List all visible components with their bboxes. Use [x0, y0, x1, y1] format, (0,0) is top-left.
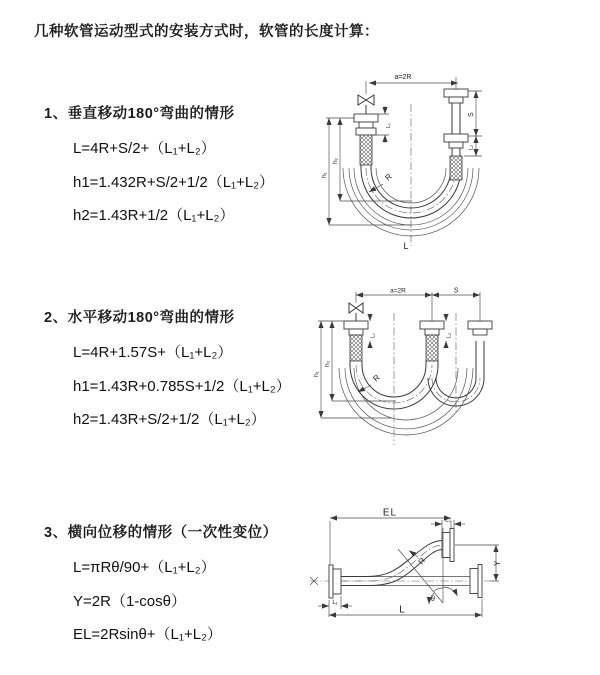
- pipe-1-fitting: [344, 321, 368, 361]
- dim-label-h2: h₂: [332, 157, 339, 164]
- dim-label-l2: L₂: [446, 332, 453, 338]
- dim-label-l1: L₁: [332, 600, 338, 606]
- dim-label-y: Y: [493, 560, 502, 566]
- dim-label-l2: L₂: [445, 517, 451, 524]
- dimension-h1: [321, 118, 329, 225]
- formula-h2: h2=1.43R+1/2（L₁+L₂）: [73, 207, 235, 224]
- upper-flange: [442, 529, 454, 562]
- section-horizontal-180: [44, 306, 291, 442]
- dimension-l1: [370, 314, 377, 348]
- formula-l: L=4R+1.57S+（L₁+L₂）: [73, 344, 233, 361]
- dim-label-s: S: [453, 287, 459, 295]
- radius-label: R: [371, 372, 382, 384]
- dimension-l: [329, 599, 482, 617]
- dim-label-a2r: a=2R: [394, 74, 412, 81]
- section-1-heading: 1、垂直移动180°弯曲的情形: [44, 106, 235, 122]
- dimension-l1: [318, 596, 352, 609]
- braided-hose-section: [450, 156, 462, 180]
- dimension-a2r: [356, 288, 432, 296]
- dimension-s: [432, 288, 480, 296]
- diagram-lateral-displacement: [298, 503, 600, 655]
- formula-h2: h2=1.43R+S/2+1/2（L₁+L₂）: [73, 411, 266, 428]
- section-vertical-180: [44, 102, 274, 238]
- dim-label-h1: h₁: [321, 172, 328, 178]
- formula-y: Y=2R（1-cosθ）: [73, 592, 186, 610]
- s-curve-hose: [341, 541, 442, 586]
- right-pipe-assembly: [444, 77, 468, 180]
- dim-label-h2: h₂: [324, 360, 331, 367]
- dimension-l1: [376, 106, 392, 143]
- radius-label: R: [383, 171, 394, 183]
- braided-hose-section: [360, 135, 372, 165]
- left-flange-fitting: [354, 114, 378, 165]
- diagram-horizontal-180-bend: [308, 283, 590, 470]
- angle-label: θ: [431, 596, 435, 603]
- length-label: L: [403, 241, 409, 251]
- dimension-l2: [431, 518, 465, 533]
- section-lateral-displacement: [44, 521, 278, 657]
- dim-label-a2r: a=2R: [390, 287, 406, 295]
- formula-h1: h1=1.43R+0.785S+1/2（L₁+L₂）: [73, 377, 291, 395]
- valve-icon: [349, 292, 363, 321]
- dim-label-l1: L₁: [370, 333, 377, 338]
- dimension-a2r: [369, 74, 458, 83]
- braided-hose-section: [350, 335, 362, 361]
- dim-label-h1: h₁: [313, 371, 320, 377]
- formula-l: L=πRθ/90+（L₁+L₂）: [73, 559, 216, 576]
- dimension-el: [330, 508, 451, 566]
- section-2-heading: 2、水平移动180°弯曲的情形: [44, 310, 235, 326]
- dim-label-l2: L₂: [468, 144, 475, 150]
- left-flange: [329, 565, 341, 598]
- formula-l: L=4R+S/2+（L₁+L₂）: [73, 140, 216, 157]
- radius-callout: [358, 373, 382, 392]
- dim-label-el: EL: [382, 507, 398, 519]
- radius-label: R: [416, 556, 428, 567]
- pipe-2-fitting: [420, 292, 444, 361]
- dim-label-l: L: [399, 604, 405, 616]
- page-title: 几种软管运动型式的安装方式时，软管的长度计算：: [34, 24, 379, 40]
- dimension-l2: [469, 136, 477, 156]
- radius-callout: [369, 172, 394, 192]
- braided-hose-section: [426, 335, 438, 361]
- dim-label-s: S: [468, 112, 475, 117]
- formula-h1: h1=1.432R+S/2+1/2（L₁+L₂）: [73, 173, 275, 191]
- dim-label-l1: L₁: [386, 123, 392, 128]
- dimension-l2: [446, 314, 453, 348]
- formula-el: EL=2Rsinθ+（L₁+L₂）: [73, 626, 222, 643]
- valve-icon: [358, 81, 374, 114]
- section-3-heading: 3、横向位移的情形（一次性变位）: [44, 525, 278, 541]
- dimension-h2: [332, 118, 340, 201]
- pipe-3-fitting: [468, 292, 492, 335]
- diagram-vertical-180-bend: [308, 68, 590, 260]
